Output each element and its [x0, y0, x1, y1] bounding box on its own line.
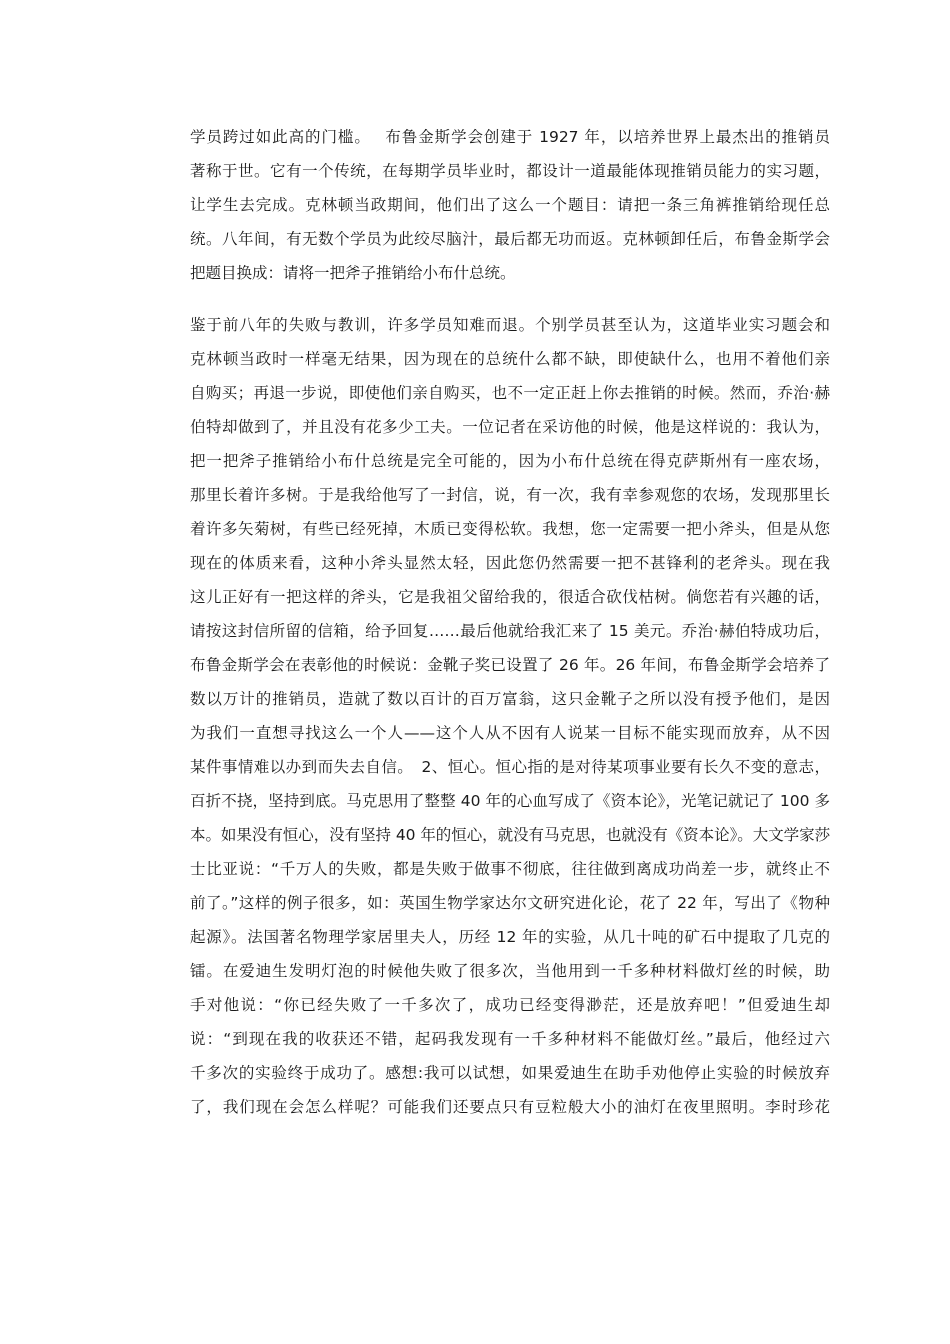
text-line: 克林顿当政时一样毫无结果，因为现在的总统什么都不缺，即使缺什么，也用不着他们亲 [190, 350, 830, 368]
text-line: 现在的体质来看，这种小斧头显然太轻，因此您仍然需要一把不甚锋利的老斧头。现在我 [190, 554, 830, 572]
text-line: 这儿正好有一把这样的斧头，它是我祖父留给我的，很适合砍伐枯树。倘您若有兴趣的话， [190, 588, 830, 606]
text-line: 手对他说：“你已经失败了一千多次了，成功已经变得渺茫，还是放弃吧！”但爱迪生却 [190, 996, 830, 1014]
text-line: 伯特却做到了，并且没有花多少工夫。一位记者在采访他的时候，他是这样说的：我认为， [190, 418, 830, 436]
text-line: 那里长着许多树。于是我给他写了一封信，说，有一次，我有幸参观您的农场，发现那里长 [190, 486, 830, 504]
text-line: 把一把斧子推销给小布什总统是完全可能的，因为小布什总统在得克萨斯州有一座农场， [190, 452, 830, 470]
text-line: 自购买；再退一步说，即使他们亲自购买，也不一定正赶上你去推销的时候。然而，乔治·赫 [190, 384, 830, 402]
text-line: 士比亚说：“千万人的失败，都是失败于做事不彻底，往往做到离成功尚差一步，就终止不 [190, 860, 830, 878]
text-line: 布鲁金斯学会在表彰他的时候说：金靴子奖已设置了 26 年。26 年间，布鲁金斯学会培养了 [190, 656, 830, 674]
text-line: 某件事情难以办到而失去自信。 2、恒心。恒心指的是对待某项事业要有长久不变的意志， [190, 758, 830, 776]
text-line: 百折不挠，坚持到底。马克思用了整整 40 年的心血写成了《资本论》，光笔记就记了 100 多 [190, 792, 830, 810]
text-line: 鉴于前八年的失败与教训，许多学员知难而退。个别学员甚至认为，这道毕业实习题会和 [190, 316, 830, 334]
text-line: 为我们一直想寻找这么一个人——这个人从不因有人说某一目标不能实现而放弃，从不因 [190, 724, 830, 742]
text-line: 把题目换成：请将一把斧子推销给小布什总统。 [190, 264, 516, 282]
text-line: 前了。”这样的例子很多，如：英国生物学家达尔文研究进化论，花了 22 年，写出了《物种 [190, 894, 830, 912]
text-line: 著称于世。它有一个传统，在每期学员毕业时，都设计一道最能体现推销员能力的实习题， [190, 162, 830, 180]
text-line: 镭。在爱迪生发明灯泡的时候他失败了很多次，当他用到一千多种材料做灯丝的时候，助 [190, 962, 830, 980]
text-line: 着许多矢菊树，有些已经死掉，木质已变得松软。我想，您一定需要一把小斧头，但是从您 [190, 520, 830, 538]
text-line: 学员跨过如此高的门槛。 布鲁金斯学会创建于 1927 年，以培养世界上最杰出的推销员 [190, 128, 830, 146]
text-line: 说：“到现在我的收获还不错，起码我发现有一千多种材料不能做灯丝。”最后，他经过六 [190, 1030, 830, 1048]
text-line: 了，我们现在会怎么样呢？可能我们还要点只有豆粒般大小的油灯在夜里照明。李时珍花 [190, 1098, 830, 1116]
text-line: 起源》。法国著名物理学家居里夫人，历经 12 年的实验，从几十吨的矿石中提取了几克的 [190, 928, 830, 946]
text-line: 让学生去完成。克林顿当政期间，他们出了这么一个题目：请把一条三角裤推销给现任总 [190, 196, 830, 214]
text-line: 统。八年间，有无数个学员为此绞尽脑汁，最后都无功而返。克林顿卸任后，布鲁金斯学会 [190, 230, 830, 248]
text-line: 千多次的实验终于成功了。感想:我可以试想，如果爱迪生在助手劝他停止实验的时候放弃 [190, 1064, 830, 1082]
text-line: 本。如果没有恒心，没有坚持 40 年的恒心，就没有马克思，也就没有《资本论》。大文学家莎 [190, 826, 830, 844]
text-line: 请按这封信所留的信箱，给予回复……最后他就给我汇来了 15 美元。乔治·赫伯特成功后， [190, 622, 830, 640]
text-line: 数以万计的推销员，造就了数以百计的百万富翁，这只金靴子之所以没有授予他们，是因 [190, 690, 830, 708]
